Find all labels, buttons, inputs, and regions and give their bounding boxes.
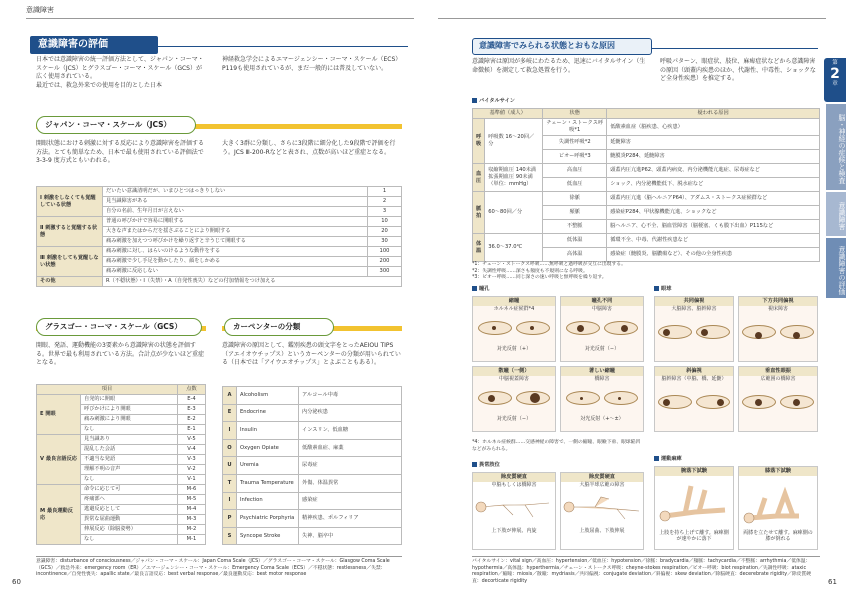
jcs-score: 2	[368, 197, 402, 207]
carpenter-meaning: アルコール中毒	[299, 387, 402, 405]
jcs-description: 普通の呼びかけで容易に開眼する	[103, 217, 368, 227]
eye-title: 斜偏視	[655, 367, 733, 376]
vitals-state: 頻脈	[543, 206, 607, 220]
jcs-score: 1	[368, 187, 402, 197]
left-section-title: 意識障害の評価	[30, 36, 158, 54]
gcs-header-item: 項目	[37, 385, 178, 395]
gcs-score: E-2	[178, 415, 206, 425]
eye-icon	[658, 395, 692, 409]
gcs-score: V-2	[178, 465, 206, 475]
posture-caption: 中脳もしくは橋障害	[491, 482, 537, 489]
vitals-state: 低血圧	[543, 178, 607, 192]
table-row	[473, 119, 820, 136]
table-row	[223, 422, 402, 440]
table-row	[223, 457, 402, 475]
chapter-tab[interactable]	[824, 58, 846, 102]
right-top-rule	[438, 18, 826, 19]
jcs-description: 大きな声またはからだを揺さぶることにより開眼する	[103, 227, 368, 237]
vitals-group-label: 脈拍	[473, 192, 485, 234]
vitals-cause: 感染症（髄膜炎、脳膿瘍など）、その他の全身性疾患	[607, 248, 820, 262]
motor-title: 腕落下試験	[655, 467, 733, 476]
carpenter-letter: P	[223, 510, 237, 528]
carpenter-term: Trauma Temperature	[237, 474, 299, 492]
carpenter-table-wrap	[222, 386, 402, 545]
iris-icon	[793, 399, 800, 406]
jcs-group-label: Ⅰ 刺激をしなくても覚醒している状態	[37, 187, 103, 217]
eye-pair	[739, 395, 817, 413]
right-intro-right: 呼吸パターン、眼症状、肢位、麻痺症状などから意識障害の原因（頭蓋内疾患のほか、代謝性、中毒性、ショックなど全身性疾患）を推定する。	[660, 58, 816, 83]
intro-paragraph: 日本では意識障害の統一評価方法として、ジャパン・コーマ・スケール（JCS）とグラスゴー・コーマ・スケール（GCS）が広く使用されている。	[36, 56, 204, 81]
pupils-grid	[472, 296, 644, 438]
pupil-light-reflex: 対光反射（+〜±）	[580, 416, 624, 423]
left-top-rule	[26, 18, 414, 19]
vitals-state: チェーン・ストークス呼吸*1	[543, 119, 607, 136]
gcs-score: V-3	[178, 455, 206, 465]
carpenter-letter: O	[223, 439, 237, 457]
posture-figure	[560, 472, 644, 550]
pupil-title: 瞳孔不同	[561, 297, 643, 306]
vitals-cause: 延髄障害	[607, 136, 820, 150]
pupil-figure	[560, 296, 644, 362]
right-intro-left: 意識障害は原因が多岐にわたるため、迅速にバイタルサイン（生命徴候）を測定して救急処置を行う。	[472, 58, 646, 74]
motor-caption: 両膝を立たせて離す。麻痺側の膝が倒れる	[743, 529, 813, 543]
limbs	[665, 486, 725, 516]
table-header-row	[473, 109, 820, 119]
vitals-cause: 頭蓋内圧亢進（脳ヘルニアP64）、アダムス・ストークス症候群など	[607, 192, 820, 206]
posture-subcaption: 上肢屈曲、下肢伸展	[579, 528, 625, 535]
carpenter-letter: T	[223, 474, 237, 492]
table-row	[37, 187, 402, 197]
vitals-cause: 循環不全、中毒、代謝性疾患など	[607, 234, 820, 248]
iris-icon	[701, 329, 708, 336]
carpenter-meaning: 外傷、体温異常	[299, 474, 402, 492]
vitals-state: 低体温	[543, 234, 607, 248]
vitals-state: 高血圧	[543, 164, 607, 178]
carpenter-meaning: インスリン、低血糖	[299, 422, 402, 440]
table-row	[223, 474, 402, 492]
eye-icon	[478, 391, 512, 405]
table-row	[223, 439, 402, 457]
eye-icon	[566, 321, 600, 335]
pupils-heading	[472, 286, 489, 293]
vitals-table-wrap	[472, 108, 820, 262]
carpenter-letter: U	[223, 457, 237, 475]
eye-figure	[654, 366, 734, 432]
left-title-rule	[158, 46, 408, 47]
head-icon	[564, 502, 574, 512]
pupil-title: 縮瞳	[473, 297, 555, 306]
eye-icon	[780, 395, 814, 409]
chapter-number: 2	[830, 66, 840, 83]
gcs-score: E-4	[178, 395, 206, 405]
running-head: 意識障害	[26, 6, 54, 14]
carpenter-term: Insulin	[237, 422, 299, 440]
gcs-score: E-3	[178, 405, 206, 415]
jcs-group-label: Ⅲ 刺激をしても覚醒しない状態	[37, 247, 103, 277]
table-row	[223, 492, 402, 510]
eye-figure	[654, 296, 734, 362]
body-figure-illustration	[473, 489, 557, 525]
posture-caption: 大脳半球広範の障害	[579, 482, 625, 489]
vitals-state: 不整脈	[543, 220, 607, 234]
table-row	[37, 395, 206, 405]
page-number-left: 60	[12, 578, 21, 586]
pupil-eyes	[561, 321, 643, 339]
vitals-heading	[472, 98, 515, 105]
chapter-label: 第	[832, 60, 838, 66]
vitals-state: 失調性呼吸*2	[543, 136, 607, 150]
table-row	[223, 510, 402, 528]
posture-grid	[472, 472, 644, 550]
pupil-icon	[621, 325, 628, 332]
vitals-notes	[472, 262, 820, 282]
pupil-caption: 中脳視蓋障害	[498, 376, 529, 383]
eye-icon	[604, 321, 638, 335]
gcs-score: V-4	[178, 445, 206, 455]
gcs-title: グラスゴー・コーマ・スケール（GCS）	[36, 318, 202, 336]
motor-figure	[654, 466, 734, 550]
eye-figure	[738, 366, 818, 432]
table-row	[37, 485, 206, 495]
table-row	[37, 217, 402, 227]
eye-icon	[742, 325, 776, 339]
posture-subcaption: 上下肢が伸展、内旋	[491, 528, 537, 535]
vitals-note: *2：失調性呼吸……深さも頻度も不規則になる呼吸。	[472, 268, 588, 274]
table-row	[223, 527, 402, 545]
vitals-cause: 低酸素血症（脳疾患、心疾患）	[607, 119, 820, 136]
vitals-group-label: 呼吸	[473, 119, 485, 164]
motor-caption: 上肢を持ち上げて離す。麻痺側が速やかに落下	[659, 529, 729, 543]
jcs-score: 3	[368, 207, 402, 217]
eye-icon	[696, 325, 730, 339]
pupil-caption: 中脳障害	[591, 306, 612, 313]
eye-icon	[696, 395, 730, 409]
eye-icon	[566, 391, 600, 405]
carpenter-title: カーペンターの分類	[224, 318, 334, 336]
eye-title: 共同偏視	[655, 297, 733, 306]
gcs-score: M-2	[178, 525, 206, 535]
tab-chapter-topic[interactable]: 脳・神経の症候と検査	[826, 104, 846, 190]
carpenter-term: Alcoholism	[237, 387, 299, 405]
posture-figure	[472, 472, 556, 550]
gcs-score: V-1	[178, 475, 206, 485]
carpenter-desc: 意識障害の原因として、鑑別疾患の頭文字をとったAEIOU TIPS（アエイオウチップス）というカーペンターの分類が用いられている（日本では「アイウエオチップス」とよぶこともある）。	[222, 342, 401, 367]
jcs-group-label: Ⅱ 刺激すると覚醒する状態	[37, 217, 103, 247]
posture-title: 除皮質硬直	[473, 473, 555, 482]
carpenter-term: Infection	[237, 492, 299, 510]
motor-grid	[654, 466, 820, 550]
vitals-cause: 脳ヘルニア、心不全、脳血管障害（脳梗塞、くも膜下出血）P115など	[607, 220, 820, 234]
eye-icon	[478, 321, 512, 335]
iris-icon	[755, 399, 762, 406]
table-row	[37, 277, 402, 287]
gcs-response: 理解不明の音声	[81, 465, 178, 475]
iris-icon	[663, 399, 670, 406]
right-footnote-rule	[472, 556, 820, 557]
table-row	[473, 234, 820, 248]
gcs-table	[36, 384, 206, 545]
table-row	[37, 435, 206, 445]
eye-icon	[516, 321, 550, 335]
posture-heading	[472, 462, 500, 469]
gcs-response: 自発的に開眼	[81, 395, 178, 405]
pupil-caption: ホルネル症候群*4	[493, 306, 535, 313]
jcs-other-text: R（不穏状態）・I（失禁）・A（自発性喪失）などの付加情報をつけ加える	[103, 277, 402, 287]
vitals-state: ビオー呼吸*3	[543, 150, 607, 164]
pupil-icon	[580, 397, 583, 400]
gcs-response: なし	[81, 425, 178, 435]
carpenter-meaning: 尿毒症	[299, 457, 402, 475]
jcs-desc-left: 開眼状態における刺激に対する反応により意識障害を評価する方法。とても簡単なため、日本で最も使用されている評価法で 3-3-9 度方式ともいわれる。	[36, 140, 205, 165]
pupils-note: *4：ホルネル症候群……交感神経の障害で、一側の縮瞳、眼瞼下垂、眼球陥凹などがみられる。	[472, 440, 641, 452]
jcs-table	[36, 186, 402, 287]
eye-pair	[655, 395, 733, 413]
vitals-note: *1：チェーン・ストークス呼吸……無呼吸と過呼吸が交互に出現する。	[472, 262, 626, 267]
jcs-score: 300	[368, 267, 402, 277]
left-footnote-rule	[36, 556, 402, 557]
eye-caption: 視床障害	[767, 306, 788, 313]
iris-icon	[755, 332, 762, 339]
gcs-score: M-1	[178, 535, 206, 545]
vitals-cause: 頭蓋内圧亢進P62、頭蓋内病変、内分泌機能亢進症、尿毒症など	[607, 164, 820, 178]
posture-heading-text: 異常肢位	[479, 462, 500, 468]
eye-pair	[739, 325, 817, 343]
eye-caption: 広範囲の橋障害	[760, 376, 796, 383]
pupil-icon	[530, 326, 534, 330]
pupil-light-reflex: 対光反射（−）	[496, 416, 532, 423]
vitals-note: *3：ビオー呼吸……同じ深さの速い呼吸と無呼吸を繰り返す。	[472, 275, 607, 281]
vitals-heading-text: バイタルサイン	[479, 98, 515, 104]
eye-icon	[516, 391, 550, 405]
vitals-header-state: 状態	[543, 109, 607, 119]
tab-evaluation[interactable]: 意識障害の評価	[826, 238, 846, 298]
gcs-score: M-4	[178, 505, 206, 515]
motor-title: 膝落下試験	[739, 467, 817, 476]
eyes-grid	[654, 296, 820, 438]
body-limbs	[481, 503, 549, 517]
vitals-cause: ショック、内分泌機能低下、脱水症など	[607, 178, 820, 192]
pupil-icon	[577, 325, 584, 332]
gcs-response: 伸展反応（除脳姿勢）	[81, 525, 178, 535]
jcs-score: 30	[368, 237, 402, 247]
gcs-response: 呼びかけにより開眼	[81, 405, 178, 415]
carpenter-letter: I	[223, 492, 237, 510]
gcs-response: 不適当な発語	[81, 455, 178, 465]
carpenter-meaning: 失神、脳卒中	[299, 527, 402, 545]
pupil-eyes	[473, 321, 555, 339]
vitals-header-ref: 基準値（成人）	[473, 109, 543, 119]
jcs-score: 100	[368, 247, 402, 257]
body-limbs	[569, 497, 639, 519]
vitals-group-label: 体温	[473, 234, 485, 262]
jcs-table-wrap	[36, 186, 402, 287]
gcs-response: 逃避反応として	[81, 505, 178, 515]
left-footnote: 意識障害：disturbance of consciousness／ジャパン・コーマ・スケール：Japan Coma Scale（JCS）／グラスゴー・コーマ・スケール：Glasgow Coma Scale（GCS）／救急外来：emergency room（ER）／エマージェンシー・コーマ・スケール：Emergency Coma Scale（ECS）／不穏状態：restlessness／失禁：incontinence／自発性喪失：apallic state／最良言語反応：best verbal response／最良運動反応：best motor response	[36, 559, 390, 578]
pupil-eyes	[473, 391, 555, 409]
jcs-description: 痛み刺激に反応しない	[103, 267, 368, 277]
eye-icon	[780, 325, 814, 339]
carpenter-term: Oxygen Opiate	[237, 439, 299, 457]
gcs-response: 痛み刺激により開眼	[81, 415, 178, 425]
gcs-response: なし	[81, 475, 178, 485]
eye-pair	[655, 325, 733, 343]
exam-illustration	[739, 476, 819, 526]
left-intro-col2	[222, 56, 402, 73]
vitals-reference: 呼吸数 16〜20回／分	[485, 119, 543, 164]
pupil-icon	[618, 397, 621, 400]
jcs-description: だいたい意識清明だが、いまひとつはっきりしない	[103, 187, 368, 197]
eye-icon	[604, 391, 638, 405]
carpenter-meaning: 感染症	[299, 492, 402, 510]
gcs-response: 命令に応じて可	[81, 485, 178, 495]
body-figure-illustration	[561, 489, 645, 525]
left-intro-col1	[36, 56, 206, 91]
carpenter-letter: I	[223, 422, 237, 440]
vitals-cause: 感染症P284、甲状腺機能亢進、ショックなど	[607, 206, 820, 220]
vitals-state: 高体温	[543, 248, 607, 262]
right-footnote: バイタルサイン：vital sign／高血圧：hypertension／低血圧：hypotension／徐脈：bradycardia／頻脈：tachycardia／不整脈：arrhythmia／低体温：hypothermia／高体温：hyperthermia／チェーン・ストークス呼吸：cheyne-stokes respiration／ビオー呼吸：biot respiration／失調性呼吸：ataxic respiration／縮瞳：miosis／散瞳：mydriasis／共同偏視：conjugate deviation／斜偏視：skew deviation／除脳硬直：decerebrate rigidity／除皮質硬直：decorticate rigidity	[472, 559, 812, 585]
carpenter-meaning: 低酸素血症、麻薬	[299, 439, 402, 457]
carpenter-table	[222, 386, 402, 545]
gcs-response: 混乱した会話	[81, 445, 178, 455]
pupil-title: 著しい縮瞳	[561, 367, 643, 376]
chapter-unit: 章	[832, 81, 838, 88]
head-icon	[476, 502, 486, 512]
gcs-response: 見当識あり	[81, 435, 178, 445]
gcs-score: M-3	[178, 515, 206, 525]
pupil-caption: 橋障害	[594, 376, 610, 383]
gcs-group-label: V 最良言語反応	[37, 435, 81, 485]
iris-icon	[793, 332, 800, 339]
vitals-table	[472, 108, 820, 262]
jcs-description: 痛み刺激で少し手足を動かしたり、顔をしかめる	[103, 257, 368, 267]
gcs-response: 疼痛部へ	[81, 495, 178, 505]
table-row	[473, 192, 820, 206]
gcs-score: M-6	[178, 485, 206, 495]
eyes-heading	[654, 286, 671, 293]
vitals-reference: 60〜80回／分	[485, 192, 543, 234]
motor-heading	[654, 456, 682, 463]
carpenter-letter: S	[223, 527, 237, 545]
gcs-group-label: E 開眼	[37, 395, 81, 435]
tab-disturbance[interactable]: 意識障害	[826, 192, 846, 236]
gcs-response: 異常な屈曲運動	[81, 515, 178, 525]
intro-paragraph: 最近では、救急外来での使用を目的とした日本	[36, 82, 163, 90]
iris-icon	[717, 399, 724, 406]
vitals-header-cause: 疑われる原因	[607, 109, 820, 119]
pupil-figure	[472, 296, 556, 362]
iris-icon	[663, 329, 670, 336]
jcs-desc-right: 大きく3群に分類し、さらに3段階に細分化した9段階で評価を行う。JCS Ⅲ-200-Rなどと表され、点数が高いほど重症となる。	[222, 140, 396, 156]
carpenter-meaning: 精神疾患、ポルフィリア	[299, 510, 402, 528]
eye-icon	[658, 325, 692, 339]
exam-illustration	[655, 476, 735, 526]
gcs-group-label: M 最良運動反応	[37, 485, 81, 545]
pupil-figure	[472, 366, 556, 432]
posture-title: 除皮質硬直	[561, 473, 643, 482]
motor-figure	[738, 466, 818, 550]
jcs-description: 痛み刺激に対し、はらいのけるような動作をする	[103, 247, 368, 257]
gcs-score: M-5	[178, 495, 206, 505]
table-header-row	[37, 385, 206, 395]
jcs-score: 20	[368, 227, 402, 237]
right-title-rule	[652, 48, 818, 49]
gcs-score: V-5	[178, 435, 206, 445]
intro-paragraph: 神経救急学会によるエマージェンシー・コーマ・スケール（ECS）P119も使用されているが、まだ一般的には普及していない。	[222, 56, 402, 72]
page-number-right: 61	[828, 578, 837, 586]
eye-icon	[742, 395, 776, 409]
pupil-icon	[488, 395, 495, 402]
eye-figure	[738, 296, 818, 362]
carpenter-letter: E	[223, 404, 237, 422]
carpenter-meaning: 内分泌疾患	[299, 404, 402, 422]
eye-title: 垂直性眼振	[739, 367, 817, 376]
carpenter-term: Syncope Stroke	[237, 527, 299, 545]
right-section-title: 意識障害でみられる状態とおもな原因	[472, 38, 652, 55]
limbs	[749, 494, 799, 518]
vitals-reference: 収縮期血圧 140未満 拡張期血圧 90未満（単位：mmHg）	[485, 164, 543, 192]
pupil-eyes	[561, 391, 643, 409]
head-icon	[744, 513, 754, 523]
eye-caption: 脳幹障害（中脳、橋、延髄）	[661, 376, 727, 383]
motor-heading-text: 運動麻痺	[661, 456, 682, 462]
jcs-score: 200	[368, 257, 402, 267]
carpenter-term: Uremia	[237, 457, 299, 475]
vitals-reference: 36.0〜37.0℃	[485, 234, 543, 262]
jcs-other-label: その他	[37, 277, 103, 287]
gcs-score: E-1	[178, 425, 206, 435]
gcs-header-score: 点数	[178, 385, 206, 395]
jcs-description: 見当識障害がある	[103, 197, 368, 207]
eye-title: 下方共同偏視	[739, 297, 817, 306]
table-row	[223, 387, 402, 405]
jcs-description: 痛み刺激を加えつつ呼びかけを繰り返すと辛うじて開眼する	[103, 237, 368, 247]
carpenter-term: Psychiatric Porphyria	[237, 510, 299, 528]
vitals-group-label: 血圧	[473, 164, 485, 192]
gcs-desc: 開眼、発語、運動機能の3要素から意識障害の状態を評価する。世界で最も利用されている方法。合計点が少ないほど重症となる。	[36, 342, 205, 367]
pupil-light-reflex: 対光反射（−）	[584, 346, 620, 353]
pupils-heading-text: 瞳孔	[479, 286, 490, 292]
eye-caption: 大脳障害、脳幹障害	[671, 306, 717, 313]
carpenter-letter: A	[223, 387, 237, 405]
carpenter-term: Endocrine	[237, 404, 299, 422]
table-row	[473, 164, 820, 178]
gcs-table-wrap	[36, 384, 206, 545]
vitals-state: 徐脈	[543, 192, 607, 206]
gcs-response: なし	[81, 535, 178, 545]
pupil-icon	[492, 326, 496, 330]
jcs-score: 10	[368, 217, 402, 227]
pupil-icon	[530, 393, 540, 403]
pupil-title: 散瞳（一側）	[473, 367, 555, 376]
jcs-title: ジャパン・コーマ・スケール（JCS）	[36, 116, 196, 134]
vitals-cause: 髄膜炎P284、延髄障害	[607, 150, 820, 164]
jcs-description: 自分の名前、生年月日が言えない	[103, 207, 368, 217]
table-row	[37, 247, 402, 257]
head-icon	[660, 511, 670, 521]
pupil-figure	[560, 366, 644, 432]
eyes-heading-text: 眼球	[661, 286, 672, 292]
pupil-light-reflex: 対光反射（+）	[496, 346, 532, 353]
table-row	[223, 404, 402, 422]
